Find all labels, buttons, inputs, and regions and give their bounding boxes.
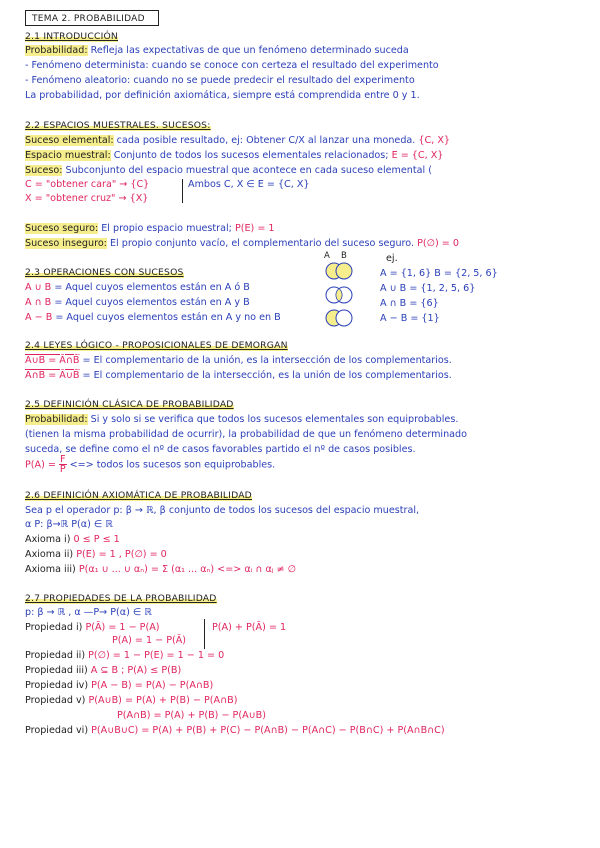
axioma-1-label: Axioma i) xyxy=(25,534,74,545)
suceso-example-ambos: Ambos C, X ∈ E = {C, X} xyxy=(188,179,310,190)
suceso-example-cruz: X = "obtener cruz" → {X} xyxy=(25,193,149,204)
example-sets: A = {1, 6} B = {2, 5, 6} xyxy=(380,268,498,279)
diferencia-line xyxy=(25,312,281,323)
suceso-seguro-prob: P(E) = 1 xyxy=(234,223,275,234)
propiedad-4 xyxy=(25,680,213,691)
interseccion-symbol: A ∩ B xyxy=(25,297,52,308)
axioma-2 xyxy=(25,549,167,560)
venn-interseccion xyxy=(326,287,352,303)
suceso-label: Suceso: xyxy=(25,165,63,176)
propiedad-5-formula-a: P(A∪B) = P(A) + P(B) − P(A∩B) xyxy=(88,695,238,706)
demorgan-line-1 xyxy=(25,355,452,366)
propiedad-5-label: Propiedad v) xyxy=(25,695,89,706)
intro-line-1 xyxy=(25,45,409,56)
clasica-line-4 xyxy=(25,455,275,474)
diferencia-text: = Aquel cuyos elementos están en A y no en B xyxy=(52,312,281,323)
axioma-3 xyxy=(25,564,296,575)
intro-label: Probabilidad: xyxy=(25,45,88,56)
clasica-formula: P(A) = xyxy=(25,459,59,471)
interseccion-text: = Aquel cuyos elementos están en A y B xyxy=(51,297,250,308)
espacio-muestral-set: E = {C, X} xyxy=(391,150,444,161)
suceso-elemental-label: Suceso elemental: xyxy=(25,135,114,146)
suceso-inseguro-prob: P(∅) = 0 xyxy=(417,238,459,249)
axioma-2-label: Axioma ii) xyxy=(25,549,77,560)
heading-espacios-muestrales: 2.2 ESPACIOS MUESTRALES. SUCESOS: xyxy=(25,120,211,131)
demorgan-formula-1: A∪B = Ā∩B̄ xyxy=(25,355,80,366)
venn-label-a: A xyxy=(324,251,330,261)
heading-definicion-clasica: 2.5 DEFINICIÓN CLÁSICA DE PROBABILIDAD xyxy=(25,399,234,410)
propiedad-3-label: Propiedad iii) xyxy=(25,665,91,676)
propiedades-intro: p: β → ℝ , α —P→ P(α) ∈ ℝ xyxy=(25,607,152,618)
propiedad-6-label: Propiedad vi) xyxy=(25,725,92,736)
propiedad-4-label: Propiedad iv) xyxy=(25,680,92,691)
union-line xyxy=(25,282,250,293)
propiedad-2 xyxy=(25,650,224,661)
venn-union xyxy=(326,263,352,279)
demorgan-line-2 xyxy=(25,370,452,381)
page-title: TEMA 2. PROBABILIDAD xyxy=(25,10,159,26)
example-union: A ∪ B = {1, 2, 5, 6} xyxy=(380,283,476,294)
heading-propiedades: 2.7 PROPIEDADES DE LA PROBABILIDAD xyxy=(25,593,217,604)
heading-demorgan: 2.4 LEYES LÓGICO - PROPOSICIONALES DE DEMORGAN xyxy=(25,340,288,351)
heading-operaciones: 2.3 OPERACIONES CON SUCESOS xyxy=(25,267,184,278)
clasica-line-2: (tienen la misma probabilidad de ocurrir), la probabilidad de que un fenómeno determinado xyxy=(25,429,468,440)
suceso-inseguro-text: El propio conjunto vacío, el complementario del suceso seguro. xyxy=(106,238,418,249)
suceso-elemental-line xyxy=(25,135,450,146)
suceso-line xyxy=(25,165,432,176)
axioma-3-label: Axioma iii) xyxy=(25,564,79,575)
demorgan-text-2: = El complementario de la intersección, es la unión de los complementarios. xyxy=(79,370,452,381)
fraction-numerator: F xyxy=(59,454,66,465)
demorgan-text-1: = El complementario de la unión, es la intersección de los complementarios. xyxy=(79,355,452,366)
intro-text: Refleja las expectativas de que un fenómeno determinado suceda xyxy=(87,45,409,56)
axiomatica-line-1: Sea p el operador p: β → ℝ, β conjunto de todos los sucesos del espacio muestral, xyxy=(25,505,420,516)
clasica-line-1 xyxy=(25,414,458,425)
union-text: = Aquel cuyos elementos están en A ó B xyxy=(51,282,250,293)
suceso-seguro-line xyxy=(25,223,275,234)
example-diferencia: A − B = {1} xyxy=(380,313,440,324)
axioma-2-formula: P(E) = 1 , P(∅) = 0 xyxy=(76,549,167,560)
interseccion-line xyxy=(25,297,250,308)
propiedad-5-formula-b: P(A∩B) = P(A) + P(B) − P(A∪B) xyxy=(117,710,266,721)
suceso-example-cara: C = "obtener cara" → {C} xyxy=(25,179,150,190)
venn-label-b: B xyxy=(341,251,347,261)
suceso-elemental-set: {C, X} xyxy=(418,135,450,146)
intro-line-3: - Fenómeno aleatorio: cuando no se puede predecir el resultado del experimento xyxy=(25,75,415,86)
demorgan-formula-2: A∩B = Ā∪B̄ xyxy=(25,370,80,381)
propiedad-6 xyxy=(25,725,445,736)
fraction-denominator: P xyxy=(59,464,66,475)
espacio-muestral-label: Espacio muestral: xyxy=(25,150,111,161)
suceso-seguro-text: El propio espacio muestral; xyxy=(98,223,235,234)
axioma-3-formula: P(α₁ ∪ ... ∪ αₙ) = Σ (α₁ ... αₙ) <=> αᵢ ∩ αⱼ ≠ ∅ xyxy=(78,564,296,575)
espacio-muestral-text: Conjunto de todos los sucesos elementales relacionados; xyxy=(110,150,392,161)
heading-definicion-axiomatica: 2.6 DEFINICIÓN AXIOMÁTICA DE PROBABILIDAD xyxy=(25,490,252,501)
propiedad-1-formula-a: P(Ā) = 1 − P(A) xyxy=(85,622,160,633)
propiedad-1-formula-c: P(A) + P(Ā) = 1 xyxy=(212,622,287,633)
espacio-muestral-line xyxy=(25,150,443,161)
suceso-inseguro-line xyxy=(25,238,459,249)
union-symbol: A ∪ B xyxy=(25,282,52,293)
propiedad-1 xyxy=(25,622,160,633)
axioma-1-formula: 0 ≤ P ≤ 1 xyxy=(73,534,120,545)
suceso-inseguro-label: Suceso inseguro: xyxy=(25,238,107,249)
suceso-seguro-label: Suceso seguro: xyxy=(25,223,99,234)
propiedad-1-divider xyxy=(204,619,205,649)
clasica-line-3: suceda, se define como el nº de casos favorables partido el nº de casos posibles. xyxy=(25,444,416,455)
clasica-text-1: Si y solo si se verifica que todos los sucesos elementales son equiprobables. xyxy=(87,414,459,425)
example-label: ej. xyxy=(386,253,398,264)
intro-line-4: La probabilidad, por definición axiomática, siempre está comprendida entre 0 y 1. xyxy=(25,90,420,101)
heading-introduccion: 2.1 INTRODUCCIÓN xyxy=(25,31,118,42)
propiedad-1-label: Propiedad i) xyxy=(25,622,86,633)
clasica-label: Probabilidad: xyxy=(25,414,88,425)
intro-line-2: - Fenómeno determinista: cuando se conoce con certeza el resultado del experimento xyxy=(25,60,439,71)
propiedad-1-formula-b: P(A) = 1 − P(Ā) xyxy=(112,635,187,646)
suceso-elemental-text: cada posible resultado, ej: Obtener C/X al lanzar una moneda. xyxy=(113,135,419,146)
example-interseccion: A ∩ B = {6} xyxy=(380,298,439,309)
propiedad-5 xyxy=(25,695,237,706)
diferencia-symbol: A − B xyxy=(25,312,53,323)
propiedad-6-formula: P(A∪B∪C) = P(A) + P(B) + P(C) − P(A∩B) − P(A∩C) − P(B∩C) + P(A∩B∩C) xyxy=(91,725,445,736)
venn-diagrams xyxy=(320,261,360,329)
propiedad-2-label: Propiedad ii) xyxy=(25,650,89,661)
axiomatica-line-2: α P: β→ℝ P(α) ∈ ℝ xyxy=(25,519,113,530)
clasica-text-4: <=> todos los sucesos son equiprobables. xyxy=(66,459,276,471)
brace-divider xyxy=(182,179,183,203)
suceso-text: Subconjunto del espacio muestral que acontece en cada suceso elemental ( xyxy=(62,165,432,176)
propiedad-3-formula: A ⊆ B ; P(A) ≤ P(B) xyxy=(90,665,182,676)
clasica-fraction xyxy=(59,455,67,474)
propiedad-3 xyxy=(25,665,181,676)
propiedad-4-formula: P(A − B) = P(A) − P(A∩B) xyxy=(91,680,214,691)
propiedad-2-formula: P(∅) = 1 − P(E) = 1 − 1 = 0 xyxy=(88,650,225,661)
axioma-1 xyxy=(25,534,120,545)
venn-diferencia xyxy=(326,310,352,326)
